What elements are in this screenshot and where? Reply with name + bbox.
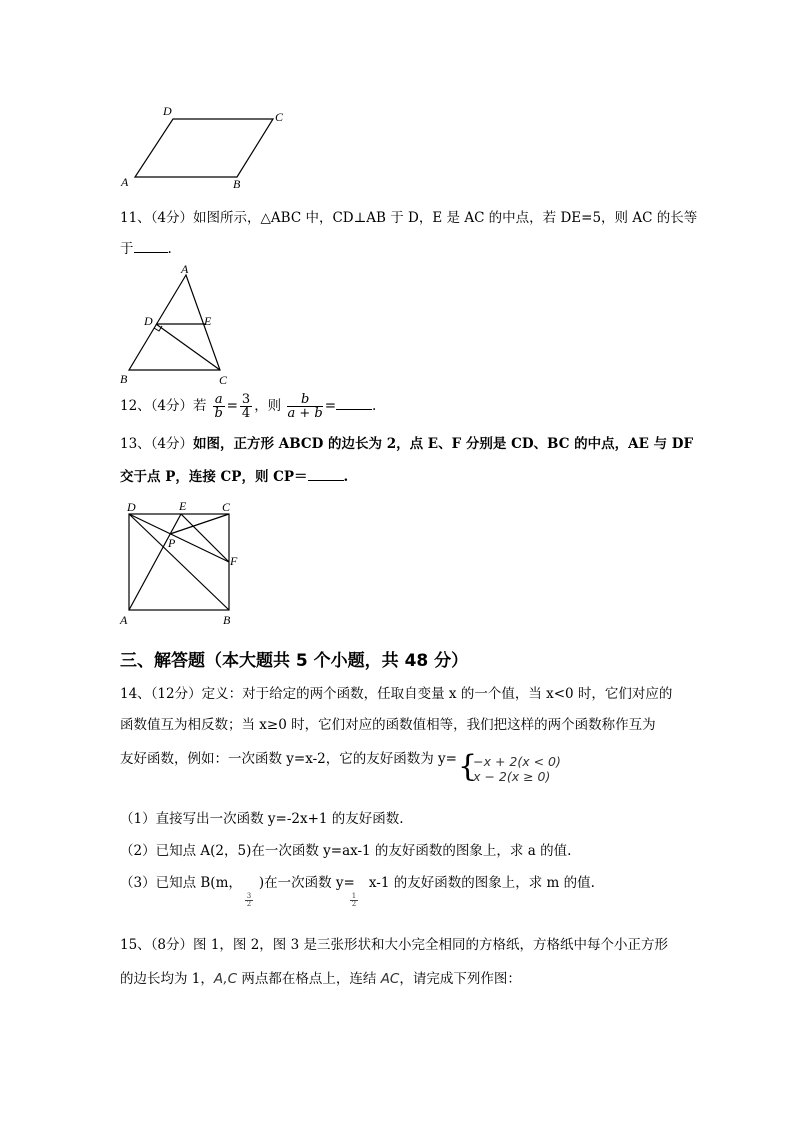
label-c: C	[275, 110, 284, 124]
q11-number: 11、	[120, 210, 151, 226]
q14-text-3: 友好函数，例如：一次函数 y=x-2，它的友好函数为 y=	[120, 751, 457, 767]
q12-period: .	[372, 398, 377, 414]
q14-broken-fraction-1: 3 2	[246, 892, 252, 908]
fraction-b-over-a-plus-b: $\frac{b}{a + b}$	[287, 392, 323, 421]
q12-score: （4分）	[150, 398, 194, 414]
segment-df	[129, 514, 229, 562]
label-b: B	[120, 372, 128, 386]
piecewise-cases	[473, 754, 561, 784]
q11-line2	[120, 240, 172, 257]
q15-ac-points: A,C	[213, 971, 238, 987]
brace-icon: {	[458, 749, 478, 784]
triangle-figure	[115, 262, 245, 390]
q12-then: ，则	[254, 398, 282, 414]
q12-ruo: 若	[193, 398, 207, 414]
square-figure	[115, 496, 245, 628]
q13-line1	[120, 436, 693, 452]
q14-line1	[120, 686, 672, 702]
label-a: A	[121, 175, 129, 189]
q12-answer-blank[interactable]	[336, 397, 372, 410]
q14-line3	[120, 751, 457, 767]
segment-ae	[129, 514, 181, 610]
q15-text-2c: ，请完成下列作图：	[399, 971, 521, 987]
section-3-heading: 三、解答题（本大题共 5 个小题，共 48 分）	[120, 651, 469, 671]
q15-score: （8分）	[150, 937, 194, 953]
q15-text-1: 图 1，图 2，图 3 是三张形状和大小完全相同的方格纸，方格纸中每个小正方形	[193, 937, 668, 953]
label-e: E	[179, 499, 187, 513]
parallelogram-shape	[135, 119, 273, 177]
q13-line2	[120, 468, 348, 485]
q12-eq1: =	[226, 398, 238, 414]
q11-score: （4分）	[150, 210, 194, 226]
q14-broken-fraction-2: 1 2	[351, 892, 357, 908]
q14-sub3-c: x-1 的友好函数的图象上，求 m 的值.	[368, 875, 595, 891]
q13-text-2: 交于点 P，连接 CP，则 CP＝	[120, 469, 308, 485]
label-c: C	[222, 500, 231, 514]
segment-cd	[156, 324, 220, 370]
case-2: x − 2(x ≥ 0)	[473, 769, 551, 784]
q14-sub1: （1）直接写出一次函数 y=-2x+1 的友好函数.	[120, 811, 404, 827]
q15-text-2b: 两点都在格点上，连结	[237, 971, 381, 987]
q15-line2	[120, 971, 521, 987]
q12-eq2: =	[324, 398, 337, 414]
q13-text-1: 如图，正方形 ABCD 的边长为 2，点 E、F 分别是 CD、BC 的中点，AE 与 DF	[193, 436, 694, 452]
q14-sub3	[120, 875, 595, 891]
q13-answer-blank[interactable]	[308, 468, 344, 481]
segment-db	[129, 514, 229, 610]
label-d: D	[144, 314, 153, 328]
q11-line1	[120, 210, 697, 226]
q14-line2: 函数值互为相反数；当 x≥0 时，它们对应的函数值相等，我们把这样的两个函数称作互为	[120, 717, 656, 733]
q14-piecewise	[458, 749, 561, 784]
label-e: E	[204, 314, 212, 328]
label-b: B	[233, 177, 241, 191]
q13-score: （4分）	[150, 436, 194, 452]
q15-line1	[120, 937, 668, 953]
segment-ef	[181, 514, 229, 562]
label-a: A	[181, 262, 189, 276]
label-p: P	[168, 536, 176, 550]
fraction-3-over-4: $\frac{3}{4}$	[241, 392, 251, 421]
q15-text-2a: 的边长均为 1，	[120, 971, 214, 987]
label-b: B	[223, 613, 231, 627]
label-a: A	[120, 613, 128, 627]
q13-period: .	[343, 469, 349, 485]
q14-number: 14、	[120, 686, 151, 702]
q11-text-1: 如图所示，△ABC 中，CD⊥AB 于 D，E 是 AC 的中点，若 DE=5，则 AC 的长等	[193, 210, 698, 226]
q14-sub3-a: （3）已知点 B(m，	[120, 875, 242, 891]
q13-number: 13、	[120, 436, 151, 452]
q11-period: .	[167, 241, 172, 257]
q14-sub2: （2）已知点 A(2，5)在一次函数 y=ax-1 的友好函数的图象上，求 a 的值.	[120, 843, 572, 859]
label-c: C	[219, 373, 228, 387]
label-d: D	[127, 500, 136, 514]
q14-text-1: 定义：对于给定的两个函数，任取自变量 x 的一个值，当 x<0 时，它们对应的	[201, 686, 673, 702]
q11-text-2: 于	[120, 241, 134, 257]
q14-score: （12分）	[150, 686, 202, 702]
q12-number: 12、	[120, 398, 151, 414]
parallelogram-figure	[115, 100, 295, 195]
fraction-a-over-b: $\frac{a}{b}$	[214, 392, 223, 421]
q12-line	[120, 388, 376, 424]
label-f: F	[230, 554, 238, 568]
case-1: −x + 2(x < 0)	[473, 754, 561, 769]
q14-sub3-b: )在一次函数 y=	[258, 875, 355, 891]
q15-ac-segment: AC	[380, 971, 400, 987]
q15-number: 15、	[120, 937, 151, 953]
label-d: D	[163, 104, 172, 118]
q11-answer-blank[interactable]	[134, 240, 168, 253]
